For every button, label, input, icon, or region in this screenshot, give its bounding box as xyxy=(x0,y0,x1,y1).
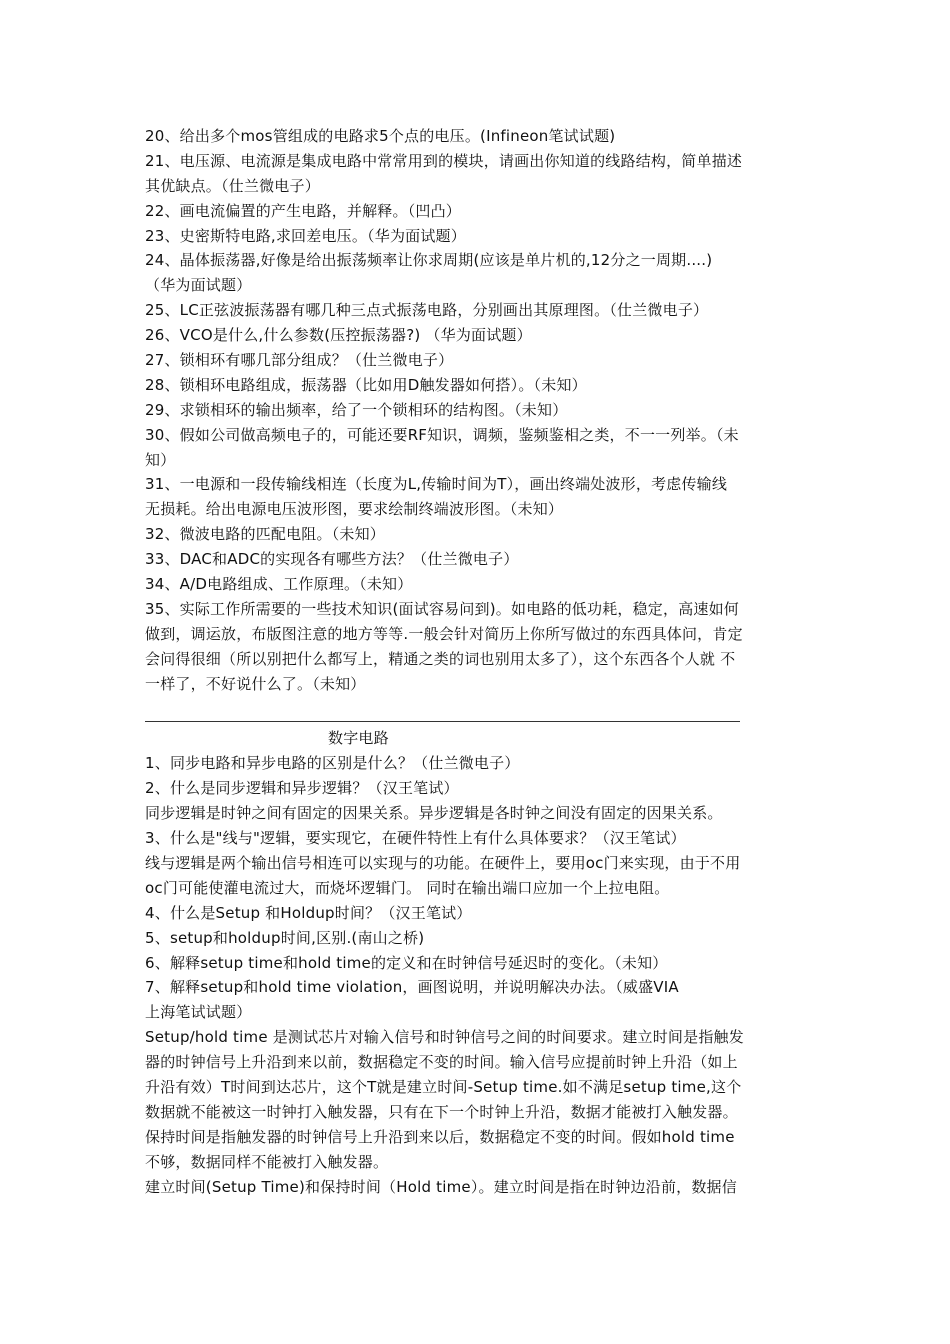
text-line: 数据就不能被这一时钟打入触发器，只有在下一个时钟上升沿，数据才能被打入触发器。 xyxy=(145,1102,738,1121)
text-line: 23、史密斯特电路,求回差电压。（华为面试题） xyxy=(145,226,466,245)
text-line: 保持时间是指触发器的时钟信号上升沿到来以后，数据稳定不变的时间。假如hold time xyxy=(145,1127,735,1146)
text-line: 33、DAC和ADC的实现各有哪些方法？（仕兰微电子） xyxy=(145,550,519,569)
text-line: 不够，数据同样不能被打入触发器。 xyxy=(145,1152,389,1171)
text-line: 知） xyxy=(145,450,176,469)
text-line: 2、什么是同步逻辑和异步逻辑？（汉王笔试） xyxy=(145,779,459,798)
text-line: 其优缺点。（仕兰微电子） xyxy=(145,176,320,195)
text-line: 35、实际工作所需要的一些技术知识(面试容易问到)。如电路的低功耗，稳定，高速如何 xyxy=(145,599,739,618)
text-line: 27、锁相环有哪几部分组成？（仕兰微电子） xyxy=(145,351,454,370)
section-title: 数字电路 xyxy=(328,729,389,748)
text-line: 升沿有效）T时间到达芯片，这个T就是建立时间-Setup time.如不满足setup time,这个 xyxy=(145,1077,742,1096)
digital-questions xyxy=(145,751,813,1199)
text-line: （华为面试题） xyxy=(145,276,252,295)
text-line: 31、一电源和一段传输线相连（长度为L,传输时间为T），画出终端处波形，考虑传输线 xyxy=(145,475,728,494)
text-line: 一样了，不好说什么了。（未知） xyxy=(145,674,366,693)
text-line: 32、微波电路的匹配电阻。（未知） xyxy=(145,525,385,544)
text-line: 1、同步电路和异步电路的区别是什么？（仕兰微电子） xyxy=(145,754,520,773)
text-line: 建立时间(Setup Time)和保持时间（Hold time）。建立时间是指在时钟边沿前，数据信 xyxy=(145,1177,737,1196)
text-line: 5、setup和holdup时间,区别.(南山之桥) xyxy=(145,928,425,947)
text-line: 22、画电流偏置的产生电路，并解释。（凹凸） xyxy=(145,201,461,220)
text-line: 29、求锁相环的输出频率，给了一个锁相环的结构图。（未知） xyxy=(145,400,568,419)
text-line: 会问得很细（所以别把什么都写上，精通之类的词也别用太多了），这个东西各个人就 不 xyxy=(145,649,736,668)
text-line: 26、VCO是什么,什么参数(压控振荡器?) （华为面试题） xyxy=(145,326,532,345)
analog-questions xyxy=(145,124,813,696)
text-line: 30、假如公司做高频电子的，可能还要RF知识，调频，鉴频鉴相之类，不一一列举。（未 xyxy=(145,425,739,444)
text-line: 21、电压源、电流源是集成电路中常常用到的模块，请画出你知道的线路结构，简单描述 xyxy=(145,151,743,170)
text-line: 无损耗。给出电源电压波形图，要求绘制终端波形图。（未知） xyxy=(145,500,564,519)
text-line: 25、LC正弦波振荡器有哪几种三点式振荡电路，分别画出其原理图。（仕兰微电子） xyxy=(145,301,709,320)
text-line: 3、什么是"线与"逻辑，要实现它，在硬件特性上有什么具体要求？（汉王笔试） xyxy=(145,829,686,848)
text-line: oc门可能使灌电流过大，而烧坏逻辑门。 同时在输出端口应加一个上拉电阻。 xyxy=(145,878,670,897)
text-line: 24、晶体振荡器,好像是给出振荡频率让你求周期(应该是单片机的,12分之一周期....) xyxy=(145,251,713,270)
text-line: 28、锁相环电路组成，振荡器（比如用D触发器如何搭）。（未知） xyxy=(145,375,587,394)
text-line: 上海笔试试题） xyxy=(145,1003,252,1022)
text-line: 34、A/D电路组成、工作原理。（未知） xyxy=(145,575,413,594)
text-line: 做到，调运放，布版图注意的地方等等.一般会针对简历上你所写做过的东西具体问，肯定 xyxy=(145,624,743,643)
text-line: 同步逻辑是时钟之间有固定的因果关系。异步逻辑是各时钟之间没有固定的因果关系。 xyxy=(145,804,723,823)
section-divider xyxy=(145,721,740,722)
text-line: 7、解释setup和hold time violation，画图说明，并说明解决办法。（威盛VIA xyxy=(145,978,679,997)
text-line: 20、给出多个mos管组成的电路求5个点的电压。(Infineon笔试试题) xyxy=(145,127,616,145)
text-line: 线与逻辑是两个输出信号相连可以实现与的功能。在硬件上，要用oc门来实现，由于不用 xyxy=(145,853,741,872)
text-line: 6、解释setup time和hold time的定义和在时钟信号延迟时的变化。（未知） xyxy=(145,953,668,972)
text-line: 4、什么是Setup 和Holdup时间？（汉王笔试） xyxy=(145,903,472,922)
text-line: 器的时钟信号上升沿到来以前，数据稳定不变的时间。输入信号应提前时钟上升沿（如上 xyxy=(145,1053,738,1072)
document-page xyxy=(145,124,813,1199)
text-line: Setup/hold time 是测试芯片对输入信号和时钟信号之间的时间要求。建立时间是指触发 xyxy=(145,1028,744,1047)
